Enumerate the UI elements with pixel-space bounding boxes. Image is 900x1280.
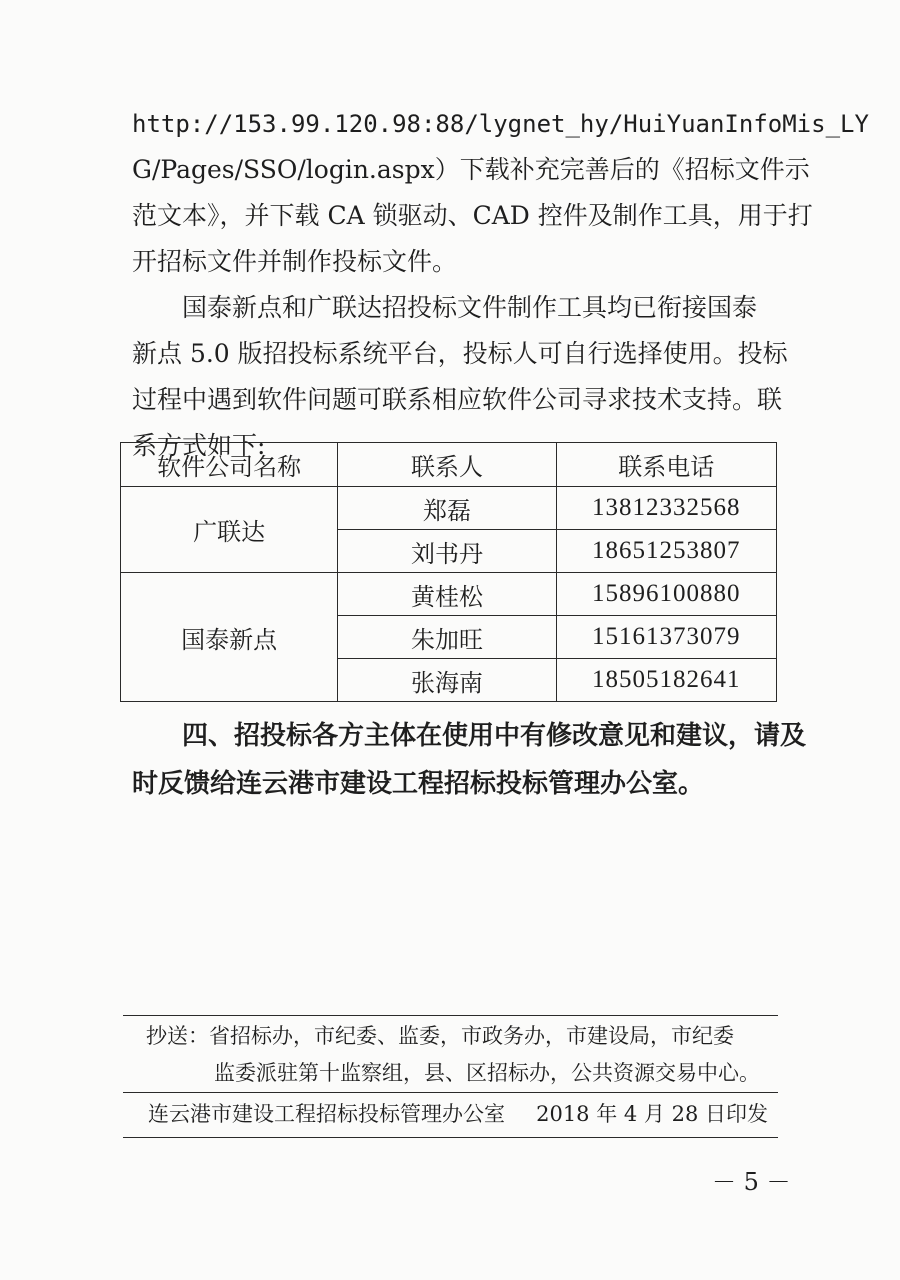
paragraph-download-instructions	[132, 101, 869, 285]
page-number: － 5 －	[712, 1168, 791, 1196]
paragraph1-line-4: 开招标文件并制作投标文件。	[132, 247, 458, 276]
url-line-1: http://153.99.120.98:88/lygnet_hy/HuiYuanInfoMis_LY	[132, 110, 869, 138]
header-contact: 联系人	[338, 443, 556, 487]
contact-name: 张海南	[338, 659, 556, 702]
paragraph2-line-2: 新点 5.0 版招投标系统平台，投标人可自行选择使用。投标	[132, 339, 788, 368]
contact-name: 刘书丹	[338, 530, 556, 573]
contact-phone: 18505182641	[556, 659, 776, 702]
cc-line-1: 抄送：省招标办，市纪委、监委，市政务办，市建设局，市纪委	[146, 1024, 734, 1048]
table-header-row	[121, 443, 777, 487]
paragraph2-line-4: 系方式如下:	[132, 431, 266, 460]
contact-phone: 13812332568	[556, 487, 776, 530]
company-cell: 国泰新点	[121, 573, 338, 702]
contact-phone: 15896100880	[556, 573, 776, 616]
paragraph2-line-1: 国泰新点和广联达招投标文件制作工具均已衔接国泰	[182, 293, 758, 322]
cc-list	[146, 1018, 776, 1092]
url-line-2: G/Pages/SSO/login.aspx）下载补充完善后的《招标文件示	[132, 155, 810, 184]
paragraph2-line-3: 过程中遇到软件问题可联系相应软件公司寻求技术支持。联	[132, 385, 783, 414]
contact-name: 郑磊	[338, 487, 556, 530]
contact-phone: 15161373079	[556, 616, 776, 659]
issuer-name: 连云港市建设工程招标投标管理办公室	[148, 1102, 505, 1126]
contact-name: 黄桂松	[338, 573, 556, 616]
paragraph1-line-3: 范文本》，并下载 CA 锁驱动、CAD 控件及制作工具，用于打	[132, 201, 813, 230]
table-row	[121, 573, 777, 616]
contact-name: 朱加旺	[338, 616, 556, 659]
paragraph4-line-1: 四、招投标各方主体在使用中有修改意见和建议，请及	[182, 721, 807, 751]
issue-date: 2018 年 4 月 28 日印发	[536, 1102, 768, 1126]
cc-line-2: 监委派驻第十监察组，县、区招标办，公共资源交易中心。	[214, 1061, 760, 1085]
footer-rule-middle	[123, 1092, 778, 1093]
issuer-line	[148, 1099, 768, 1129]
paragraph4-line-2: 时反馈给连云港市建设工程招标投标管理办公室。	[132, 769, 705, 799]
contact-phone: 18651253807	[556, 530, 776, 573]
footer-rule-bottom	[123, 1137, 778, 1138]
contact-table	[120, 442, 777, 702]
header-phone: 联系电话	[556, 443, 776, 487]
table-row	[121, 487, 777, 530]
company-cell: 广联达	[121, 487, 338, 573]
footer-rule-top	[123, 1015, 778, 1016]
paragraph-feedback	[132, 712, 807, 808]
header-company: 软件公司名称	[121, 443, 338, 487]
